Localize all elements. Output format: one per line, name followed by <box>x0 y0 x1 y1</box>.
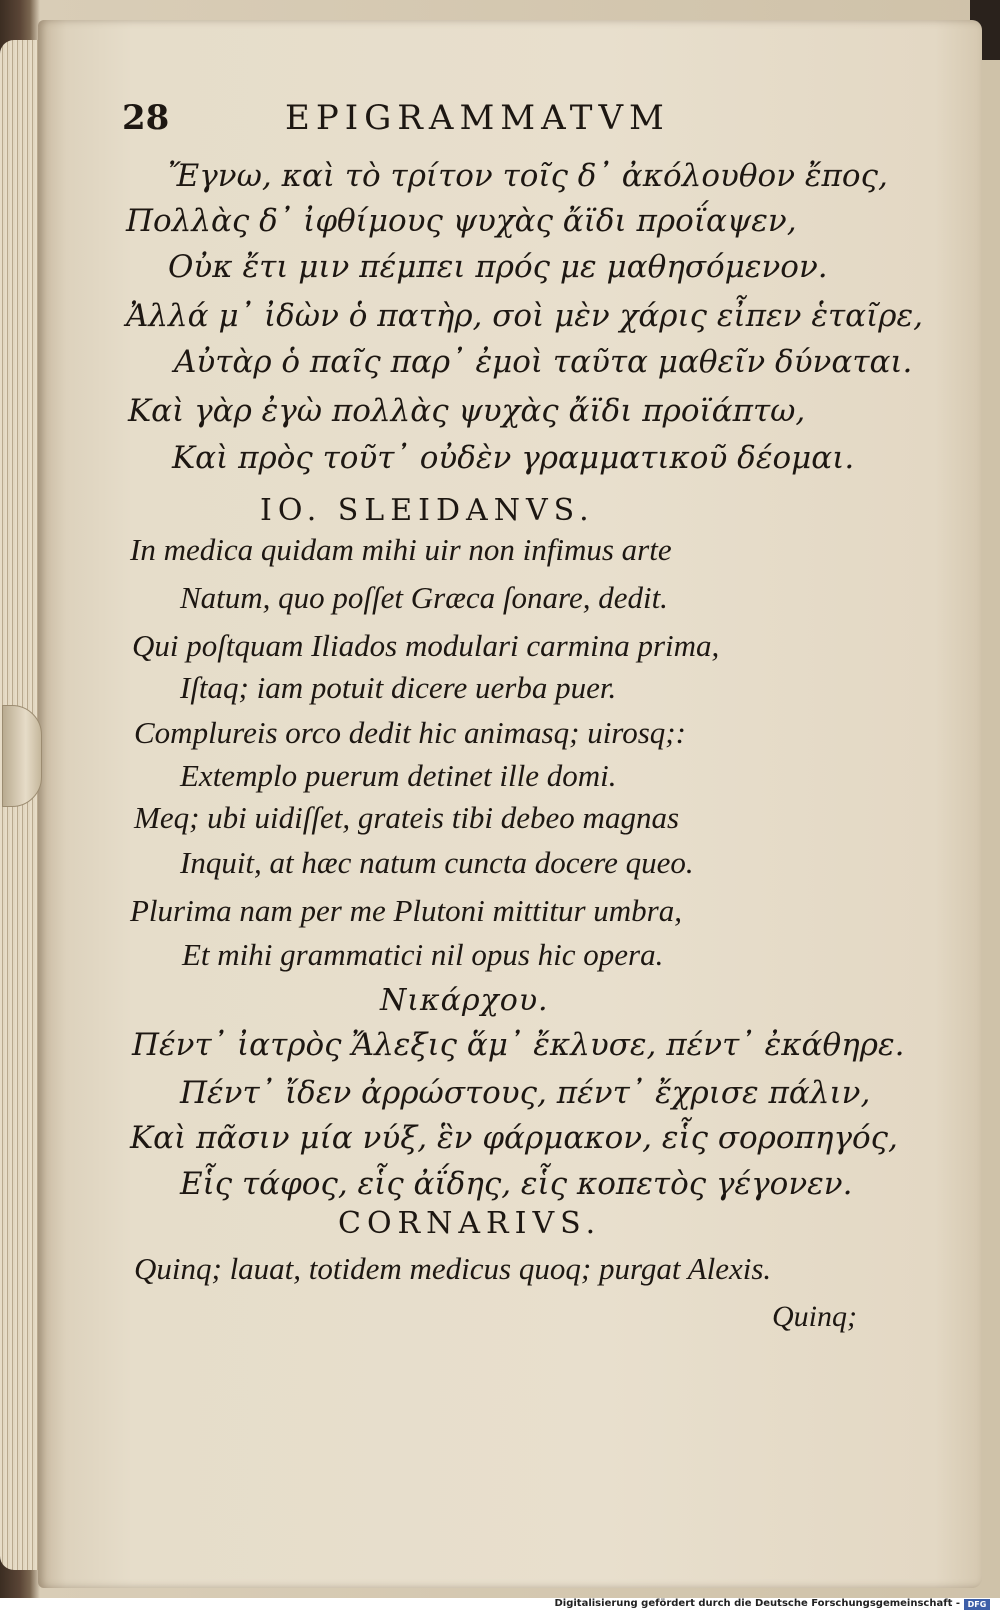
footer-bar <box>0 1598 1000 1612</box>
latin2-line-1: Quinq; lauat, totidem medicus quoq; purgat Alexis. <box>134 1251 772 1286</box>
latin-line-9: Plurima nam per me Plutoni mittitur umbra, <box>130 893 682 928</box>
greek-line-2: Πολλὰς δ᾽ ἰφθίμους ψυχὰς ἄϊδι προΐαψεν, <box>126 203 797 239</box>
greek2-line-3: Καὶ πᾶσιν μία νύξ, ἓν φάρμακον, εἷς σοροπηγός, <box>130 1120 898 1156</box>
running-title: EPIGRAMMATVM <box>285 98 670 138</box>
greek2-line-4: Εἷς τάφος, εἷς ἀΐδης, εἷς κοπετὸς γέγονεν. <box>180 1166 853 1202</box>
latin-line-8: Inquit, at hæc natum cuncta docere queo. <box>180 845 694 880</box>
latin-line-10: Et mihi grammatici nil opus hic opera. <box>182 937 664 972</box>
greek-line-6: Καὶ γὰρ ἐγὼ πολλὰς ψυχὰς ἄϊδι προϊάπτω, <box>128 393 806 429</box>
heading-sleidanus: IO. SLEIDANVS. <box>260 493 595 528</box>
latin-line-6: Extemplo puerum detinet ille domi. <box>180 758 617 793</box>
latin-line-3: Qui poſtquam Iliados modulari carmina prima, <box>132 628 720 663</box>
dfg-logo: DFG <box>964 1599 990 1610</box>
heading-nikarchou: Νικάρχου. <box>380 983 549 1018</box>
heading-cornarius: CORNARIVS. <box>338 1206 602 1241</box>
page-number: 28 <box>122 98 170 138</box>
latin-line-7: Meq; ubi uidiſſet, grateis tibi debeo magnas <box>134 800 680 835</box>
latin-line-4: Iſtaq; iam potuit dicere uerba puer. <box>180 670 617 705</box>
greek-line-3: Οὐκ ἔτι μιν πέμπει πρός με μαθησόμενον. <box>168 249 828 285</box>
greek-line-5: Αὐτὰρ ὁ παῖς παρ᾽ ἐμοὶ ταῦτα μαθεῖν δύναται. <box>174 344 913 380</box>
footer-text: Digitalisierung gefördert durch die Deutsche Forschungsgemeinschaft - <box>554 1598 960 1609</box>
latin-line-5: Complureis orco dedit hic animasq; uirosq;: <box>134 715 686 750</box>
latin-line-2: Natum, quo poſſet Græca ſonare, dedit. <box>180 580 668 615</box>
greek2-line-2: Πέντ᾽ ἴδεν ἀρρώστους, πέντ᾽ ἔχρισε πάλιν, <box>180 1075 871 1111</box>
greek-line-4: Ἀλλά μ᾽ ἰδὼν ὁ πατὴρ, σοὶ μὲν χάρις εἶπεν ἑταῖρε, <box>126 298 923 334</box>
catchword: Quinq; <box>772 1300 857 1333</box>
greek-line-1: Ἔγνω, καὶ τὸ τρίτον τοῖς δ᾽ ἀκόλουθον ἔπος, <box>168 158 888 194</box>
page-clip <box>2 705 42 807</box>
greek2-line-1: Πέντ᾽ ἰατρὸς Ἄλεξις ἅμ᾽ ἔκλυσε, πέντ᾽ ἐκάθηρε. <box>132 1027 905 1063</box>
latin-line-1: In medica quidam mihi uir non infimus arte <box>130 532 672 567</box>
greek-line-7: Καὶ πρὸς τοῦτ᾽ οὐδὲν γραμματικοῦ δέομαι. <box>172 440 855 476</box>
